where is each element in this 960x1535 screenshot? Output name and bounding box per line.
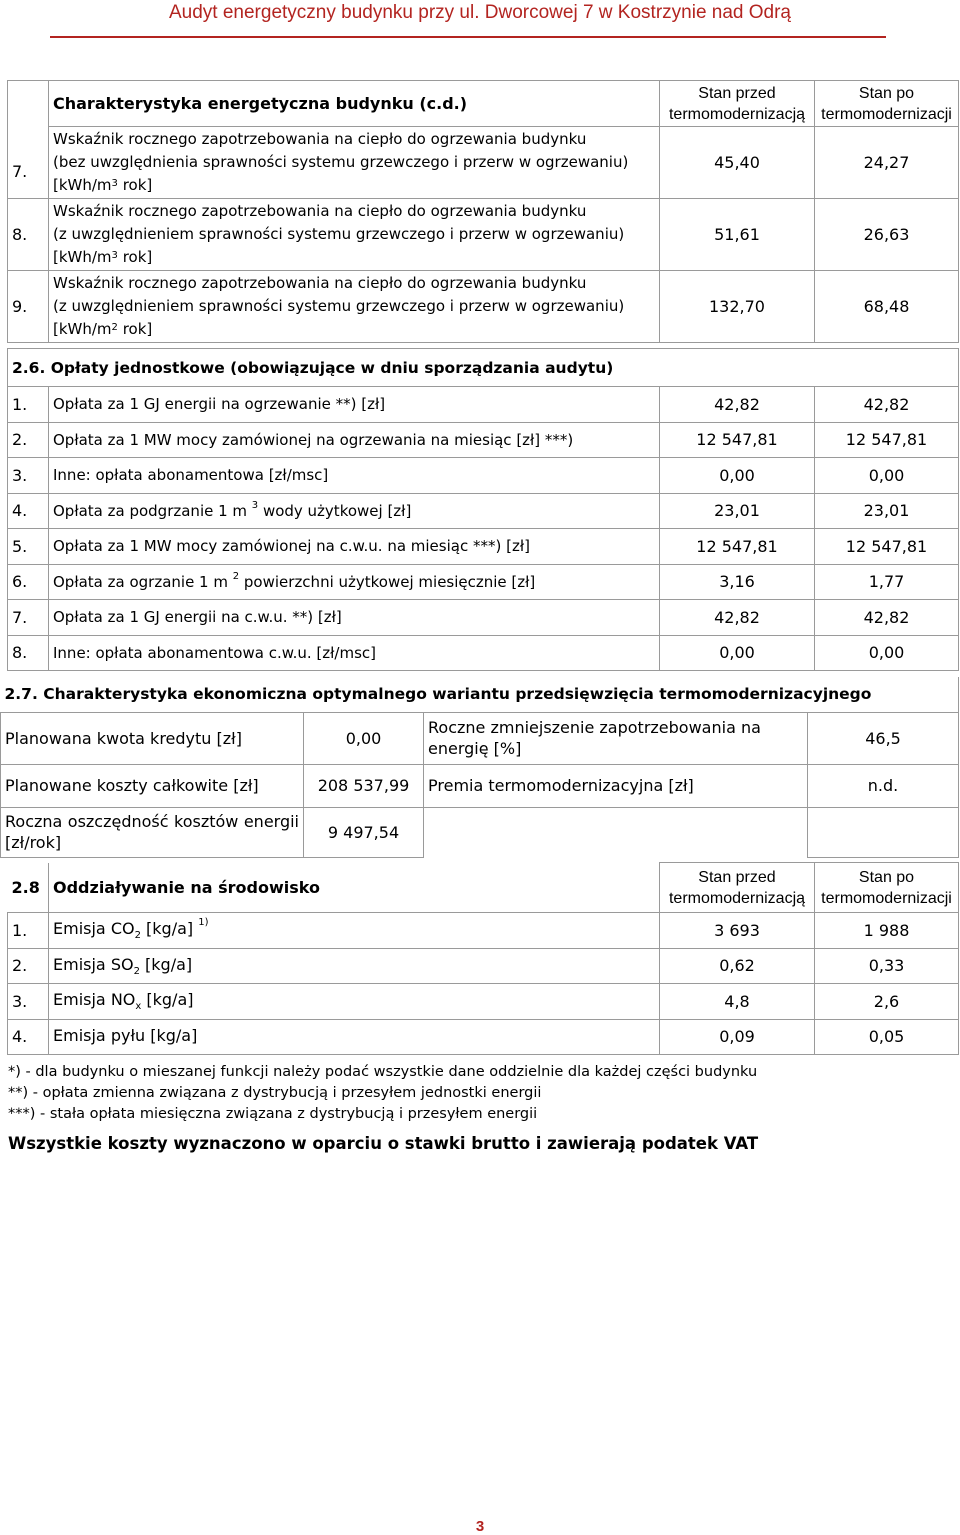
value-before: 4,8 [660, 984, 815, 1020]
value-after: 0,00 [815, 635, 959, 671]
table-row: 1. Emisja $CO_2$ [kg/a] $^{1)}$ 3 693 1 988 [8, 913, 959, 949]
economic-characteristics-table [0, 677, 959, 858]
table-row: 5. Opłata za 1 MW mocy zamówionej na c.w.u. na miesiąc ***) [zł] 12 547,81 12 547,81 [8, 529, 959, 565]
premium-value: n.d. [808, 764, 959, 807]
cost-value: 208 537,99 [304, 764, 424, 807]
table-row [1, 712, 959, 764]
value-after: 2,6 [815, 984, 959, 1020]
value-after: 68,48 [815, 271, 959, 343]
table-row: 1. Opłata za 1 GJ energii na ogrzewanie **) [zł] 42,82 42,82 [8, 387, 959, 423]
section-title: 2.7. Charakterystyka ekonomiczna optymalnego wariantu przedsięwzięcia termomodernizacyjnego [1, 677, 959, 712]
value-before: 23,01 [660, 493, 815, 529]
section-title: Charakterystyka energetyczna budynku (c.d.) [49, 81, 660, 127]
table-row [1, 764, 959, 807]
value-before: 12 547,81 [660, 422, 815, 458]
column-header-after: Stan po termomodernizacji [815, 863, 959, 913]
value-before: 3,16 [660, 564, 815, 600]
value-after: 24,27 [815, 127, 959, 199]
value-before: 42,82 [660, 600, 815, 636]
vat-note: Wszystkie koszty wyznaczono w oparciu o stawki brutto i zawierają podatek VAT [8, 1134, 759, 1153]
value-before: 0,62 [660, 948, 815, 984]
value-after: 1 988 [815, 913, 959, 949]
column-header-before: Stan przed termomodernizacją [660, 863, 815, 913]
footnotes [8, 1062, 757, 1125]
table-row: 8. Wskaźnik rocznego zapotrzebowania na ciepło do ogrzewania budynku (z uwzględnieniem sprawności systemu grzewczego i przerw w ogrzewaniu) [$kWh/m^3$ rok] 51,61 26,63 [8, 199, 959, 271]
table-row: 9. Wskaźnik rocznego zapotrzebowania na ciepło do ogrzewania budynku (z uwzględnieniem sprawności systemu grzewczego i przerw w ogrzewaniu) [$kWh/m^2$ rok] 132,70 68,48 [8, 271, 959, 343]
footnote: **) - opłata zmienna związana z dystrybucją i przesyłem jednostki energii [8, 1085, 542, 1101]
value-before: 51,61 [660, 199, 815, 271]
reduction-value: 46,5 [808, 712, 959, 764]
value-after: 12 547,81 [815, 422, 959, 458]
value-after: 26,63 [815, 199, 959, 271]
credit-value: 0,00 [304, 712, 424, 764]
value-after: 0,00 [815, 458, 959, 494]
value-after: 23,01 [815, 493, 959, 529]
energy-characteristics-table [7, 80, 959, 343]
value-before: 132,70 [660, 271, 815, 343]
cost-label: Planowane koszty całkowite [zł] [1, 764, 304, 807]
table-row: 8. Inne: opłata abonamentowa c.w.u. [zł/msc] 0,00 0,00 [8, 635, 959, 671]
value-before: 0,00 [660, 635, 815, 671]
table-row: 2. Emisja $SO_2$ [kg/a] 0,62 0,33 [8, 948, 959, 984]
table-row: 2. Opłata za 1 MW mocy zamówionej na ogrzewania na miesiąc [zł] ***) 12 547,81 12 547,81 [8, 422, 959, 458]
value-before: 0,00 [660, 458, 815, 494]
table-row: 6. Opłata za ogrzanie 1 m $^2$ powierzchni użytkowej miesięcznie [zł] 3,16 1,77 [8, 564, 959, 600]
table-row: 4. Opłata za podgrzanie 1 m $^3$ wody użytkowej [zł] 23,01 23,01 [8, 493, 959, 529]
premium-label: Premia termomodernizacyjna [zł] [424, 764, 808, 807]
value-after: 42,82 [815, 387, 959, 423]
section-title: 2.6. Opłaty jednostkowe (obowiązujące w dniu sporządzania audytu) [8, 349, 959, 387]
value-before: 12 547,81 [660, 529, 815, 565]
table-row: 3. Inne: opłata abonamentowa [zł/msc] 0,00 0,00 [8, 458, 959, 494]
value-before: 3 693 [660, 913, 815, 949]
savings-value: 9 497,54 [304, 807, 424, 857]
table-row: 3. Emisja $NO_x$ [kg/a] 4,8 2,6 [8, 984, 959, 1020]
value-after: 0,33 [815, 948, 959, 984]
reduction-label: Roczne zmniejszenie zapotrzebowania na energię [%] [424, 712, 808, 764]
page-number: 3 [475, 1518, 485, 1535]
section-title: Oddziaływanie na środowisko [49, 863, 660, 913]
footnote: ***) - stała opłata miesięczna związana z dystrybucją i przesyłem energii [8, 1106, 538, 1122]
table-row [1, 807, 959, 857]
table-row: 7. Wskaźnik rocznego zapotrzebowania na ciepło do ogrzewania budynku (bez uwzględnienia sprawności systemu grzewczego i przerw w ogrzewaniu) [$kWh/m^3$ rok] 45,40 24,27 [8, 127, 959, 199]
table-row: 7. Opłata za 1 GJ energii na c.w.u. **) [zł] 42,82 42,82 [8, 600, 959, 636]
table-row: 4. Emisja pyłu [kg/a] 0,09 0,05 [8, 1019, 959, 1055]
value-before: 0,09 [660, 1019, 815, 1055]
value-after: 42,82 [815, 600, 959, 636]
column-header-before: Stan przed termomodernizacją [660, 81, 815, 127]
footnote: *) - dla budynku o mieszanej funkcji należy podać wszystkie dane oddzielnie dla każdej części budynku [8, 1064, 758, 1080]
environmental-impact-table: 2.8 Oddziaływanie na środowisko Stan przed termomodernizacją Stan po termomodernizacji 1. Emisja $CO_2$ [kg/a] $^{1)}$ 3 693 1 988 2. Emisja $SO_2$ [kg/a] 0,62 0,33 3. Emisja $NO_x$ [kg/a] 4,8 2,6 4. Emisja pyłu [kg/a] 0,09 0,05 [7, 862, 959, 1055]
value-after: 12 547,81 [815, 529, 959, 565]
unit-charges-table [7, 348, 959, 671]
credit-label: Planowana kwota kredytu [zł] [1, 712, 304, 764]
column-header-after: Stan po termomodernizacji [815, 81, 959, 127]
value-before: 45,40 [660, 127, 815, 199]
header-rule [50, 36, 886, 38]
value-after: 1,77 [815, 564, 959, 600]
savings-label: Roczna oszczędność kosztów energii [zł/rok] [1, 807, 304, 857]
value-before: 42,82 [660, 387, 815, 423]
document-header: Audyt energetyczny budynku przy ul. Dworcowej 7 w Kostrzynie nad Odrą [168, 2, 792, 23]
value-after: 0,05 [815, 1019, 959, 1055]
